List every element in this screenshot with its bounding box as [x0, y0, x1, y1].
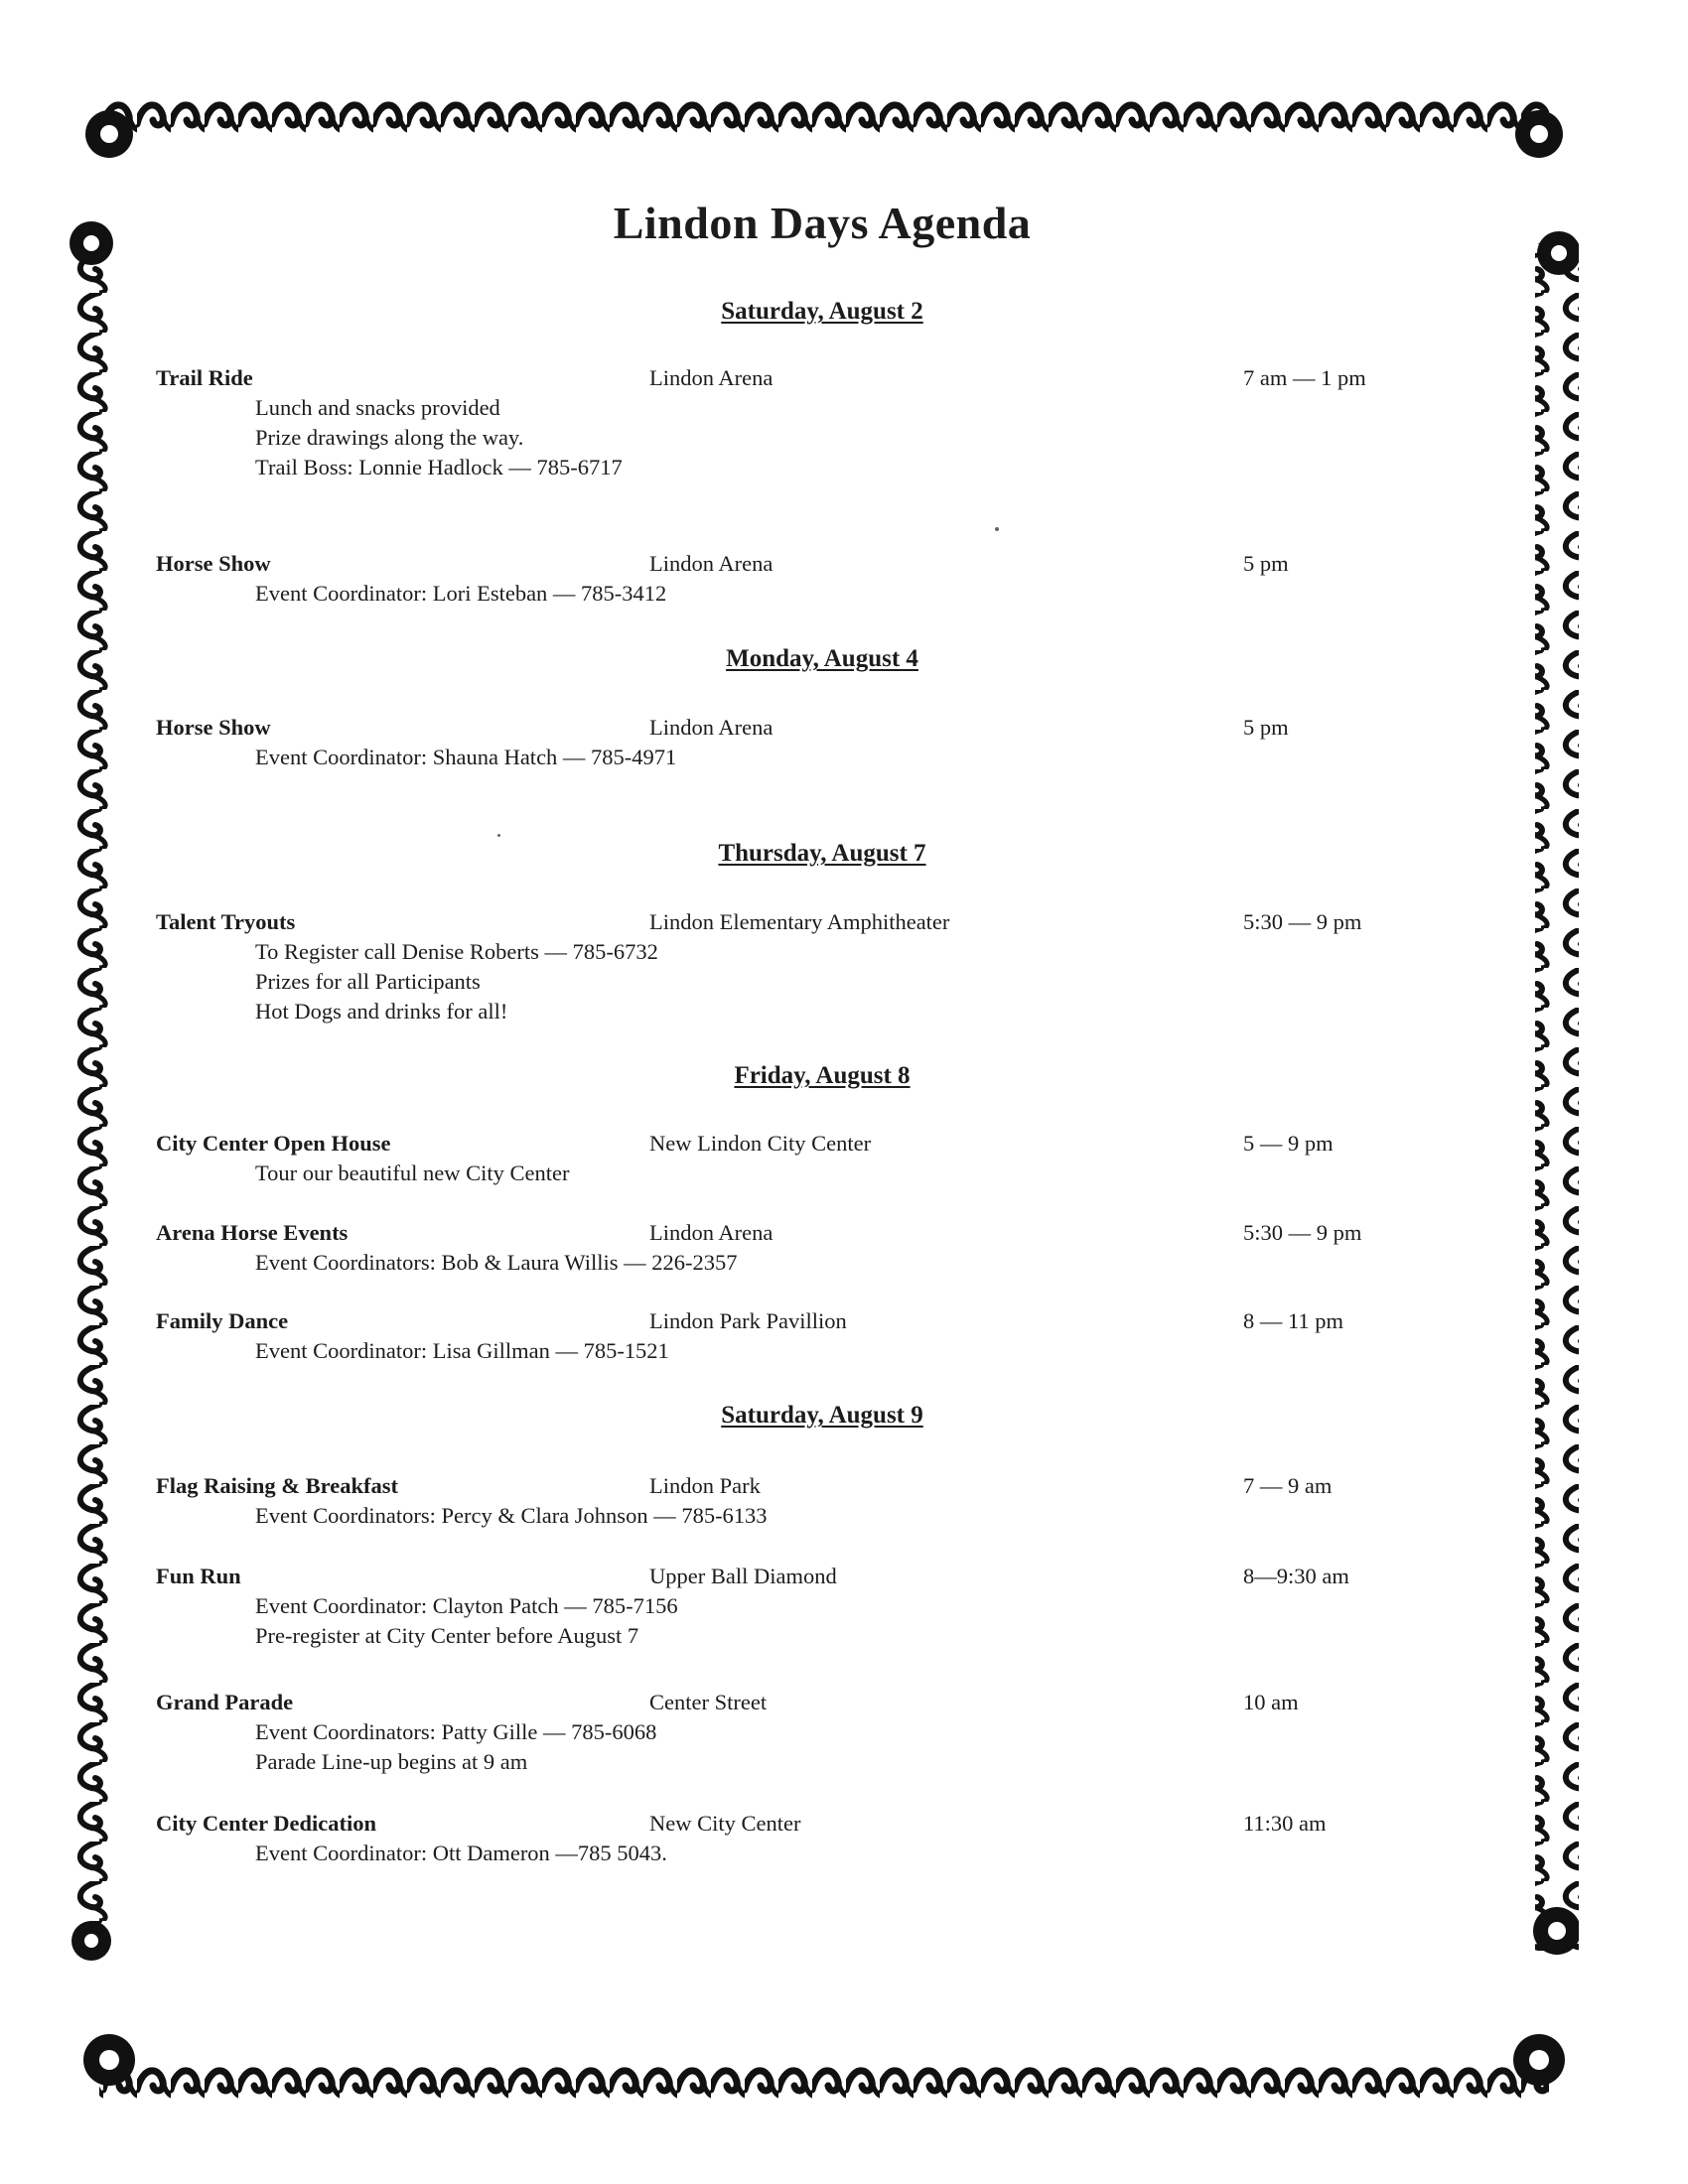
day-heading: Friday, August 8 — [734, 1062, 911, 1089]
event-name: Flag Raising & Breakfast — [156, 1473, 398, 1498]
event-entry — [156, 1306, 1447, 1366]
event-location: Lindon Arena — [649, 551, 774, 576]
event-location: Lindon Park Pavillion — [649, 1308, 847, 1333]
event-entry — [156, 907, 1447, 1026]
event-name: Talent Tryouts — [156, 909, 296, 934]
event-detail: Trail Boss: Lonnie Hadlock — 785-6717 — [255, 455, 623, 479]
event-header-row — [156, 549, 1447, 579]
event-detail: Event Coordinators: Patty Gille — 785-6068 — [255, 1719, 657, 1744]
event-header-row — [156, 363, 1447, 393]
event-detail: Prize drawings along the way. — [255, 425, 524, 450]
event-header-row — [156, 1129, 1447, 1159]
event-location: New City Center — [649, 1811, 801, 1836]
event-detail: Event Coordinators: Percy & Clara Johnson — 785-6133 — [255, 1503, 768, 1528]
event-name: Family Dance — [156, 1308, 289, 1333]
event-name: Fun Run — [156, 1564, 241, 1588]
event-entry — [156, 1688, 1447, 1777]
event-time: 5 pm — [1243, 551, 1289, 576]
event-detail: Event Coordinator: Lori Esteban — 785-3412 — [255, 581, 667, 606]
event-header-row — [156, 907, 1447, 937]
event-entry — [156, 1809, 1447, 1868]
event-header-row — [156, 713, 1447, 743]
event-detail: Event Coordinator: Lisa Gillman — 785-1521 — [255, 1338, 669, 1363]
event-entry — [156, 1562, 1447, 1651]
event-header-row — [156, 1218, 1447, 1248]
day-heading: Thursday, August 7 — [718, 840, 926, 867]
event-header-row — [156, 1688, 1447, 1717]
event-name: Horse Show — [156, 715, 271, 740]
event-entry — [156, 549, 1447, 609]
event-time: 5 — 9 pm — [1243, 1131, 1334, 1156]
event-detail: Lunch and snacks provided — [255, 395, 500, 420]
day-heading: Saturday, August 9 — [721, 1402, 923, 1429]
event-location: Lindon Park — [649, 1473, 761, 1498]
day-heading: Monday, August 4 — [726, 645, 918, 672]
event-header-row — [156, 1562, 1447, 1591]
event-name: Trail Ride — [156, 365, 253, 390]
event-time: 5:30 — 9 pm — [1243, 1220, 1362, 1245]
day-heading: Saturday, August 2 — [721, 298, 923, 325]
event-detail: Tour our beautiful new City Center — [255, 1160, 570, 1185]
event-location: Lindon Arena — [649, 715, 774, 740]
event-entry — [156, 713, 1447, 772]
event-time: 7 — 9 am — [1243, 1473, 1333, 1498]
page-title: Lindon Days Agenda — [613, 198, 1032, 248]
event-name: Grand Parade — [156, 1690, 294, 1714]
event-header-row — [156, 1809, 1447, 1839]
event-header-row — [156, 1471, 1447, 1501]
scan-speck — [497, 834, 500, 837]
event-time: 10 am — [1243, 1690, 1299, 1714]
event-name: Arena Horse Events — [156, 1220, 349, 1245]
event-entry — [156, 1129, 1447, 1188]
event-time: 8—9:30 am — [1243, 1564, 1349, 1588]
event-location: Lindon Elementary Amphitheater — [649, 909, 950, 934]
event-location: New Lindon City Center — [649, 1131, 872, 1156]
event-name: Horse Show — [156, 551, 271, 576]
event-entry — [156, 363, 1447, 482]
event-time: 8 — 11 pm — [1243, 1308, 1344, 1333]
event-detail: Event Coordinator: Ott Dameron —785 5043. — [255, 1841, 667, 1865]
event-location: Center Street — [649, 1690, 768, 1714]
event-name: City Center Open House — [156, 1131, 391, 1156]
event-name: City Center Dedication — [156, 1811, 377, 1836]
event-detail: Hot Dogs and drinks for all! — [255, 999, 508, 1024]
event-detail: Pre-register at City Center before August 7 — [255, 1623, 639, 1648]
event-detail: Parade Line-up begins at 9 am — [255, 1749, 528, 1774]
event-detail: To Register call Denise Roberts — 785-6732 — [255, 939, 658, 964]
event-location: Upper Ball Diamond — [649, 1564, 837, 1588]
event-detail: Prizes for all Participants — [255, 969, 481, 994]
scan-speck — [995, 527, 999, 531]
event-time: 5 pm — [1243, 715, 1289, 740]
event-location: Lindon Arena — [649, 365, 774, 390]
event-entry — [156, 1471, 1447, 1531]
event-location: Lindon Arena — [649, 1220, 774, 1245]
event-detail: Event Coordinators: Bob & Laura Willis — 226-2357 — [255, 1250, 738, 1275]
event-time: 7 am — 1 pm — [1243, 365, 1366, 390]
event-detail: Event Coordinator: Clayton Patch — 785-7156 — [255, 1593, 678, 1618]
event-detail: Event Coordinator: Shauna Hatch — 785-4971 — [255, 745, 677, 769]
event-time: 11:30 am — [1243, 1811, 1327, 1836]
event-time: 5:30 — 9 pm — [1243, 909, 1362, 934]
event-entry — [156, 1218, 1447, 1278]
event-header-row — [156, 1306, 1447, 1336]
